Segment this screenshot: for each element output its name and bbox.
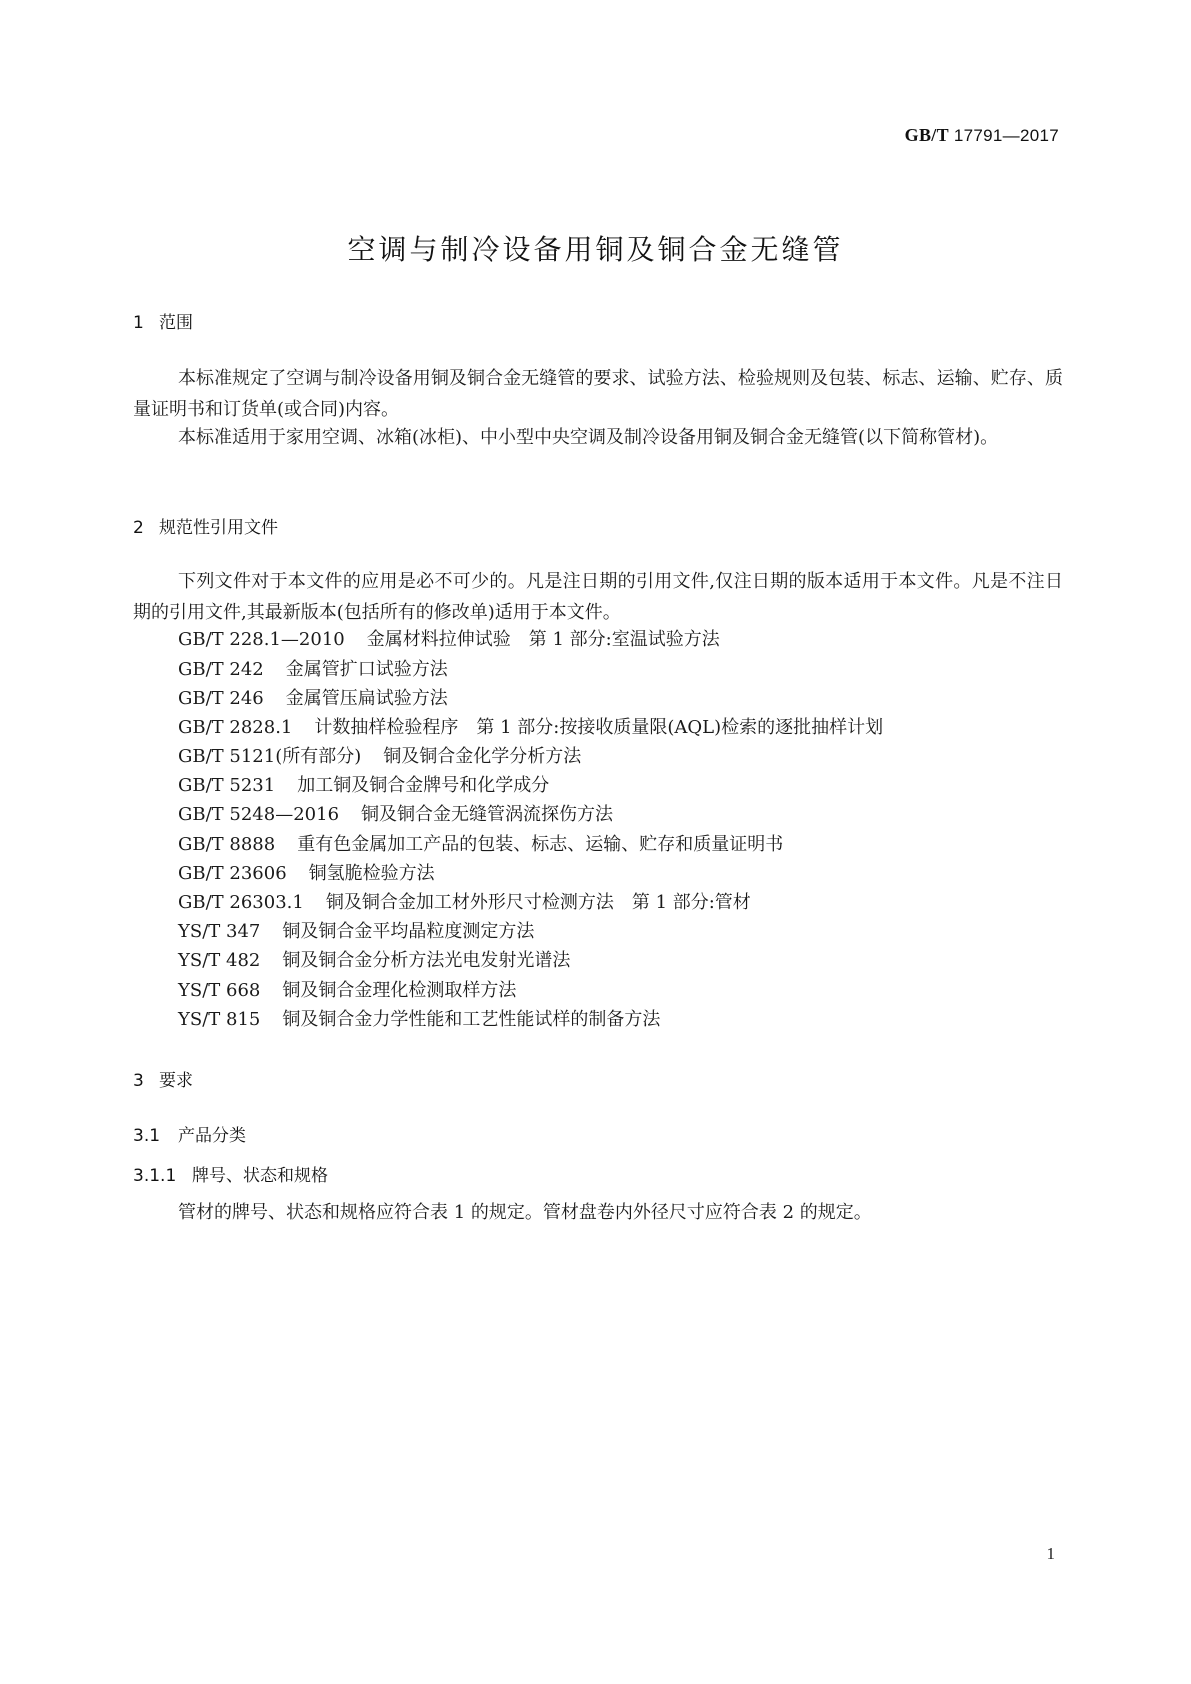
section-3-heading bbox=[133, 1066, 193, 1091]
section-1-paragraph-1: 本标准规定了空调与制冷设备用铜及铜合金无缝管的要求、试验方法、检验规则及包装、标志、运输、贮存、质量证明书和订货单(或合同)内容。 bbox=[133, 368, 1063, 420]
section-3-1-1-heading bbox=[133, 1161, 328, 1186]
reference-title: 铜及铜合金分析方法光电发射光谱法 bbox=[282, 950, 571, 971]
section-number: 1 bbox=[133, 313, 144, 333]
reference-title: 铜及铜合金无缝管涡流探伤方法 bbox=[361, 804, 614, 825]
reference-title: 铜及铜合金平均晶粒度测定方法 bbox=[282, 921, 535, 942]
reference-title: 加工铜及铜合金牌号和化学成分 bbox=[297, 775, 550, 796]
section-3-1-heading bbox=[133, 1121, 246, 1146]
reference-code: GB/T 26303.1 bbox=[178, 892, 304, 913]
reference-code: GB/T 5248—2016 bbox=[178, 804, 340, 825]
reference-code: GB/T 242 bbox=[178, 659, 264, 680]
reference-code: GB/T 5121(所有部分) bbox=[178, 746, 362, 767]
section-number: 3.1 bbox=[133, 1126, 161, 1146]
reference-item bbox=[178, 628, 720, 652]
reference-item bbox=[178, 774, 549, 798]
reference-item bbox=[178, 891, 751, 915]
reference-item bbox=[178, 979, 516, 1003]
section-number: 3 bbox=[133, 1071, 144, 1091]
reference-code: GB/T 246 bbox=[178, 688, 264, 709]
reference-title: 铜氢脆检验方法 bbox=[308, 863, 435, 884]
reference-item bbox=[178, 687, 448, 711]
section-2-intro: 下列文件对于本文件的应用是必不可少的。凡是注日期的引用文件,仅注日期的版本适用于本文件。凡是不注日期的引用文件,其最新版本(包括所有的修改单)适用于本文件。 bbox=[133, 571, 1063, 623]
reference-title: 铜及铜合金理化检测取样方法 bbox=[282, 980, 517, 1001]
reference-title: 铜及铜合金加工材外形尺寸检测方法 第 1 部分:管材 bbox=[325, 892, 751, 913]
reference-code: GB/T 8888 bbox=[178, 834, 276, 855]
reference-item bbox=[178, 658, 448, 682]
section-title: 要求 bbox=[159, 1071, 193, 1091]
reference-item bbox=[178, 803, 613, 827]
standard-code bbox=[905, 125, 1059, 146]
reference-title: 金属材料拉伸试验 第 1 部分:室温试验方法 bbox=[366, 629, 720, 650]
page-number: 1 bbox=[1046, 1544, 1055, 1563]
section-number: 2 bbox=[133, 518, 144, 538]
reference-code: GB/T 23606 bbox=[178, 863, 287, 884]
section-title: 范围 bbox=[159, 313, 193, 333]
document-title: 空调与制冷设备用铜及铜合金无缝管 bbox=[347, 233, 844, 266]
section-3-1-1-paragraph: 管材的牌号、状态和规格应符合表 1 的规定。管材盘卷内外径尺寸应符合表 2 的规定。 bbox=[178, 1202, 872, 1223]
standard-number: 17791—2017 bbox=[953, 126, 1059, 145]
section-title: 牌号、状态和规格 bbox=[192, 1166, 328, 1186]
section-title: 产品分类 bbox=[178, 1126, 246, 1146]
reference-code: YS/T 668 bbox=[178, 980, 261, 1001]
section-1-paragraph-2: 本标准适用于家用空调、冰箱(冰柜)、中小型中央空调及制冷设备用铜及铜合金无缝管(以下简称管材)。 bbox=[178, 427, 999, 448]
reference-code: GB/T 228.1—2010 bbox=[178, 629, 345, 650]
reference-code: YS/T 482 bbox=[178, 950, 261, 971]
reference-item bbox=[178, 1008, 660, 1032]
reference-title: 铜及铜合金力学性能和工艺性能试样的制备方法 bbox=[282, 1009, 661, 1030]
reference-title: 重有色金属加工产品的包装、标志、运输、贮存和质量证明书 bbox=[297, 834, 784, 855]
reference-item bbox=[178, 920, 534, 944]
section-title: 规范性引用文件 bbox=[159, 518, 278, 538]
reference-item bbox=[178, 862, 435, 886]
reference-title: 计数抽样检验程序 第 1 部分:按接收质量限(AQL)检索的逐批抽样计划 bbox=[314, 717, 884, 738]
reference-title: 金属管扩口试验方法 bbox=[285, 659, 448, 680]
reference-item bbox=[178, 833, 783, 857]
reference-item bbox=[178, 716, 883, 740]
reference-title: 铜及铜合金化学分析方法 bbox=[383, 746, 582, 767]
reference-item bbox=[178, 745, 581, 769]
reference-title: 金属管压扁试验方法 bbox=[285, 688, 448, 709]
reference-code: GB/T 5231 bbox=[178, 775, 276, 796]
reference-code: YS/T 347 bbox=[178, 921, 261, 942]
reference-code: GB/T 2828.1 bbox=[178, 717, 293, 738]
section-1-heading bbox=[133, 308, 193, 333]
section-number: 3.1.1 bbox=[133, 1166, 177, 1186]
reference-code: YS/T 815 bbox=[178, 1009, 261, 1030]
standard-prefix: GB/T bbox=[904, 125, 949, 145]
section-2-heading bbox=[133, 513, 278, 538]
reference-item bbox=[178, 949, 570, 973]
